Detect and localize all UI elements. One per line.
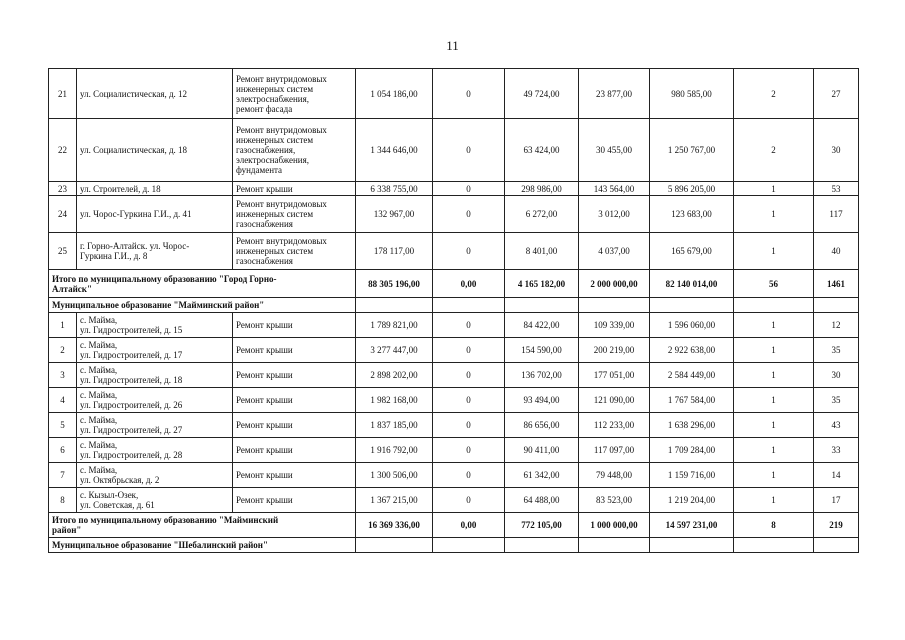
fund-cell: 0 (433, 463, 505, 488)
count-cell: 1 (734, 388, 814, 413)
work-type-cell: Ремонт крыши (233, 182, 356, 196)
owners-funds-cell: 1 159 716,00 (650, 463, 734, 488)
address-cell: с. Майма, ул. Октябрьская, д. 2 (77, 463, 233, 488)
total-cost-cell: 132 967,00 (356, 196, 433, 233)
table-row (49, 438, 859, 463)
fund-cell: 0 (433, 488, 505, 513)
regional-budget-cell: 298 986,00 (505, 182, 579, 196)
row-number: 2 (49, 338, 77, 363)
regional-budget-cell: 61 342,00 (505, 463, 579, 488)
empty-cell (814, 298, 859, 313)
total-label: Итого по муниципальному образованию "Город Горно- Алтайск" (49, 270, 356, 298)
residents-cell: 40 (814, 233, 859, 270)
table-row (49, 363, 859, 388)
owners-funds-cell: 82 140 014,00 (650, 270, 734, 298)
empty-cell (579, 538, 650, 553)
fund-cell: 0 (433, 182, 505, 196)
owners-funds-cell: 1 638 296,00 (650, 413, 734, 438)
regional-budget-cell: 772 105,00 (505, 513, 579, 538)
local-budget-cell: 2 000 000,00 (579, 270, 650, 298)
total-cost-cell: 1 367 215,00 (356, 488, 433, 513)
work-type-cell: Ремонт крыши (233, 338, 356, 363)
count-cell: 1 (734, 196, 814, 233)
total-cost-cell: 1 837 185,00 (356, 413, 433, 438)
local-budget-cell: 1 000 000,00 (579, 513, 650, 538)
regional-budget-cell: 8 401,00 (505, 233, 579, 270)
address-cell: с. Майма, ул. Гидростроителей, д. 27 (77, 413, 233, 438)
work-type-cell: Ремонт крыши (233, 413, 356, 438)
residents-cell: 14 (814, 463, 859, 488)
fund-cell: 0,00 (433, 513, 505, 538)
count-cell: 1 (734, 413, 814, 438)
row-number: 8 (49, 488, 77, 513)
residents-cell: 30 (814, 363, 859, 388)
empty-cell (650, 538, 734, 553)
table-row (49, 69, 859, 119)
address-cell: с. Майма, ул. Гидростроителей, д. 17 (77, 338, 233, 363)
address-cell: с. Кызыл-Озек, ул. Советская, д. 61 (77, 488, 233, 513)
row-number: 1 (49, 313, 77, 338)
total-cost-cell: 178 117,00 (356, 233, 433, 270)
local-budget-cell: 112 233,00 (579, 413, 650, 438)
work-type-cell: Ремонт крыши (233, 488, 356, 513)
residents-cell: 1461 (814, 270, 859, 298)
fund-cell: 0 (433, 438, 505, 463)
regional-budget-cell: 136 702,00 (505, 363, 579, 388)
table-row (49, 413, 859, 438)
total-cost-cell: 1 344 646,00 (356, 119, 433, 182)
regional-budget-cell: 4 165 182,00 (505, 270, 579, 298)
count-cell: 1 (734, 363, 814, 388)
count-cell: 8 (734, 513, 814, 538)
total-label: Итого по муниципальному образованию "Майминский район" (49, 513, 356, 538)
local-budget-cell: 30 455,00 (579, 119, 650, 182)
owners-funds-cell: 5 896 205,00 (650, 182, 734, 196)
section-title: Муниципальное образование "Шебалинский район" (49, 538, 356, 553)
fund-cell: 0 (433, 313, 505, 338)
total-cost-cell: 3 277 447,00 (356, 338, 433, 363)
work-type-cell: Ремонт внутридомовых инженерных систем электроснабжения, ремонт фасада (233, 69, 356, 119)
fund-cell: 0,00 (433, 270, 505, 298)
row-number: 6 (49, 438, 77, 463)
local-budget-cell: 200 219,00 (579, 338, 650, 363)
residents-cell: 17 (814, 488, 859, 513)
work-type-cell: Ремонт крыши (233, 388, 356, 413)
repair-register-table (48, 68, 859, 553)
count-cell: 56 (734, 270, 814, 298)
address-cell: ул. Строителей, д. 18 (77, 182, 233, 196)
regional-budget-cell: 49 724,00 (505, 69, 579, 119)
empty-cell (814, 538, 859, 553)
owners-funds-cell: 2 922 638,00 (650, 338, 734, 363)
work-type-cell: Ремонт крыши (233, 463, 356, 488)
total-cost-cell: 1 982 168,00 (356, 388, 433, 413)
table-row (49, 313, 859, 338)
residents-cell: 35 (814, 338, 859, 363)
address-cell: с. Майма, ул. Гидростроителей, д. 26 (77, 388, 233, 413)
row-number: 24 (49, 196, 77, 233)
row-number: 5 (49, 413, 77, 438)
residents-cell: 33 (814, 438, 859, 463)
owners-funds-cell: 2 584 449,00 (650, 363, 734, 388)
regional-budget-cell: 86 656,00 (505, 413, 579, 438)
local-budget-cell: 121 090,00 (579, 388, 650, 413)
row-number: 7 (49, 463, 77, 488)
residents-cell: 27 (814, 69, 859, 119)
local-budget-cell: 143 564,00 (579, 182, 650, 196)
count-cell: 1 (734, 338, 814, 363)
empty-cell (734, 538, 814, 553)
total-cost-cell: 1 789 821,00 (356, 313, 433, 338)
local-budget-cell: 109 339,00 (579, 313, 650, 338)
count-cell: 1 (734, 438, 814, 463)
table-row (49, 488, 859, 513)
residents-cell: 43 (814, 413, 859, 438)
fund-cell: 0 (433, 413, 505, 438)
count-cell: 1 (734, 313, 814, 338)
fund-cell: 0 (433, 388, 505, 413)
local-budget-cell: 117 097,00 (579, 438, 650, 463)
regional-budget-cell: 93 494,00 (505, 388, 579, 413)
regional-budget-cell: 90 411,00 (505, 438, 579, 463)
address-cell: с. Майма, ул. Гидростроителей, д. 15 (77, 313, 233, 338)
table-row (49, 182, 859, 196)
owners-funds-cell: 1 767 584,00 (650, 388, 734, 413)
regional-budget-cell: 64 488,00 (505, 488, 579, 513)
count-cell: 1 (734, 182, 814, 196)
fund-cell: 0 (433, 338, 505, 363)
section-row (49, 298, 859, 313)
work-type-cell: Ремонт внутридомовых инженерных систем газоснабжения (233, 233, 356, 270)
work-type-cell: Ремонт внутридомовых инженерных систем газоснабжения, электроснабжения, фундамента (233, 119, 356, 182)
count-cell: 1 (734, 463, 814, 488)
owners-funds-cell: 1 709 284,00 (650, 438, 734, 463)
table-row (49, 338, 859, 363)
owners-funds-cell: 1 219 204,00 (650, 488, 734, 513)
total-cost-cell: 16 369 336,00 (356, 513, 433, 538)
count-cell: 2 (734, 69, 814, 119)
residents-cell: 30 (814, 119, 859, 182)
regional-budget-cell: 6 272,00 (505, 196, 579, 233)
total-row (49, 513, 859, 538)
owners-funds-cell: 1 250 767,00 (650, 119, 734, 182)
address-cell: г. Горно-Алтайск. ул. Чорос- Гуркина Г.И., д. 8 (77, 233, 233, 270)
address-cell: с. Майма, ул. Гидростроителей, д. 28 (77, 438, 233, 463)
row-number: 4 (49, 388, 77, 413)
regional-budget-cell: 154 590,00 (505, 338, 579, 363)
owners-funds-cell: 165 679,00 (650, 233, 734, 270)
table-row (49, 119, 859, 182)
address-cell: ул. Социалистическая, д. 12 (77, 69, 233, 119)
local-budget-cell: 23 877,00 (579, 69, 650, 119)
regional-budget-cell: 84 422,00 (505, 313, 579, 338)
section-row (49, 538, 859, 553)
count-cell: 1 (734, 233, 814, 270)
local-budget-cell: 79 448,00 (579, 463, 650, 488)
empty-cell (734, 298, 814, 313)
residents-cell: 12 (814, 313, 859, 338)
empty-cell (433, 538, 505, 553)
total-row (49, 270, 859, 298)
count-cell: 1 (734, 488, 814, 513)
total-cost-cell: 88 305 196,00 (356, 270, 433, 298)
address-cell: с. Майма, ул. Гидростроителей, д. 18 (77, 363, 233, 388)
empty-cell (433, 298, 505, 313)
section-title: Муниципальное образование "Майминский район" (49, 298, 356, 313)
fund-cell: 0 (433, 119, 505, 182)
owners-funds-cell: 980 585,00 (650, 69, 734, 119)
work-type-cell: Ремонт внутридомовых инженерных систем газоснабжения (233, 196, 356, 233)
fund-cell: 0 (433, 233, 505, 270)
owners-funds-cell: 14 597 231,00 (650, 513, 734, 538)
work-type-cell: Ремонт крыши (233, 438, 356, 463)
total-cost-cell: 1 054 186,00 (356, 69, 433, 119)
row-number: 23 (49, 182, 77, 196)
empty-cell (356, 538, 433, 553)
local-budget-cell: 3 012,00 (579, 196, 650, 233)
page-number: 11 (446, 38, 459, 53)
address-cell: ул. Чорос-Гуркина Г.И., д. 41 (77, 196, 233, 233)
fund-cell: 0 (433, 69, 505, 119)
empty-cell (356, 298, 433, 313)
residents-cell: 35 (814, 388, 859, 413)
work-type-cell: Ремонт крыши (233, 313, 356, 338)
table-row (49, 196, 859, 233)
empty-cell (505, 538, 579, 553)
empty-cell (650, 298, 734, 313)
residents-cell: 219 (814, 513, 859, 538)
address-cell: ул. Социалистическая, д. 18 (77, 119, 233, 182)
total-cost-cell: 6 338 755,00 (356, 182, 433, 196)
table-row (49, 463, 859, 488)
total-cost-cell: 1 300 506,00 (356, 463, 433, 488)
local-budget-cell: 177 051,00 (579, 363, 650, 388)
row-number: 25 (49, 233, 77, 270)
empty-cell (579, 298, 650, 313)
owners-funds-cell: 1 596 060,00 (650, 313, 734, 338)
table-row (49, 388, 859, 413)
count-cell: 2 (734, 119, 814, 182)
regional-budget-cell: 63 424,00 (505, 119, 579, 182)
row-number: 21 (49, 69, 77, 119)
row-number: 3 (49, 363, 77, 388)
local-budget-cell: 4 037,00 (579, 233, 650, 270)
residents-cell: 117 (814, 196, 859, 233)
total-cost-cell: 1 916 792,00 (356, 438, 433, 463)
table-row (49, 233, 859, 270)
fund-cell: 0 (433, 196, 505, 233)
empty-cell (505, 298, 579, 313)
residents-cell: 53 (814, 182, 859, 196)
work-type-cell: Ремонт крыши (233, 363, 356, 388)
owners-funds-cell: 123 683,00 (650, 196, 734, 233)
row-number: 22 (49, 119, 77, 182)
total-cost-cell: 2 898 202,00 (356, 363, 433, 388)
local-budget-cell: 83 523,00 (579, 488, 650, 513)
fund-cell: 0 (433, 363, 505, 388)
